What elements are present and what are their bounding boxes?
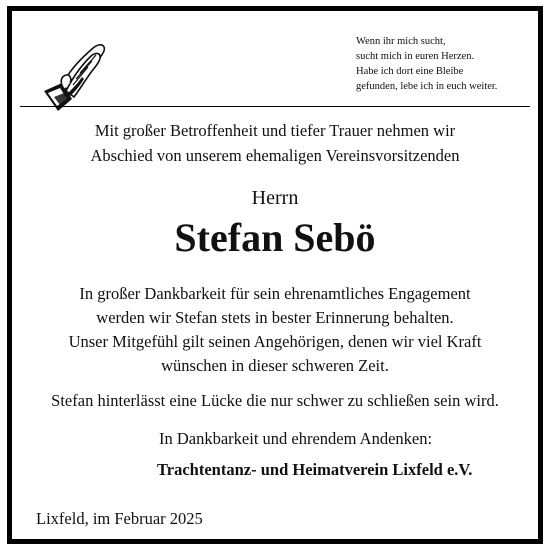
gratitude-line: In großer Dankbarkeit für sein ehrenamtliches Engagement — [79, 284, 471, 303]
poem-line: Habe ich dort eine Bleibe — [356, 66, 464, 77]
gratitude-line: Unser Mitgefühl gilt seinen Angehörigen, denen wir viel Kraft — [68, 332, 482, 351]
header-divider — [20, 106, 530, 107]
poem-line: Wenn ihr mich sucht, — [356, 36, 446, 47]
poem-line: sucht mich in euren Herzen. — [356, 51, 475, 62]
intro-line: Abschied von unserem ehemaligen Vereinsvorsitzenden — [90, 146, 460, 165]
gratitude-line: werden wir Stefan stets in bester Erinnerung behalten. — [96, 308, 454, 327]
poem-line: gefunden, lebe ich in euch weiter. — [356, 81, 498, 92]
salutation: Herrn — [251, 187, 299, 209]
gratitude-line: wünschen in dieser schweren Zeit. — [161, 356, 389, 375]
poem — [356, 34, 546, 94]
signature-organization: Trachtentanz- und Heimatverein Lixfeld e.V. — [157, 460, 473, 479]
intro-line: Mit großer Betroffenheit und tiefer Trauer nehmen wir — [94, 121, 456, 140]
gratitude-text — [12, 282, 538, 378]
praying-hands-icon — [34, 33, 114, 117]
intro-text — [12, 118, 538, 168]
place-and-date: Lixfeld, im Februar 2025 — [36, 509, 203, 528]
gap-statement: Stefan hinterlässt eine Lücke die nur schwer zu schließen sein wird. — [51, 391, 499, 410]
deceased-name: Stefan Sebö — [174, 215, 376, 260]
closing-text: In Dankbarkeit und ehrendem Andenken: — [159, 429, 433, 448]
